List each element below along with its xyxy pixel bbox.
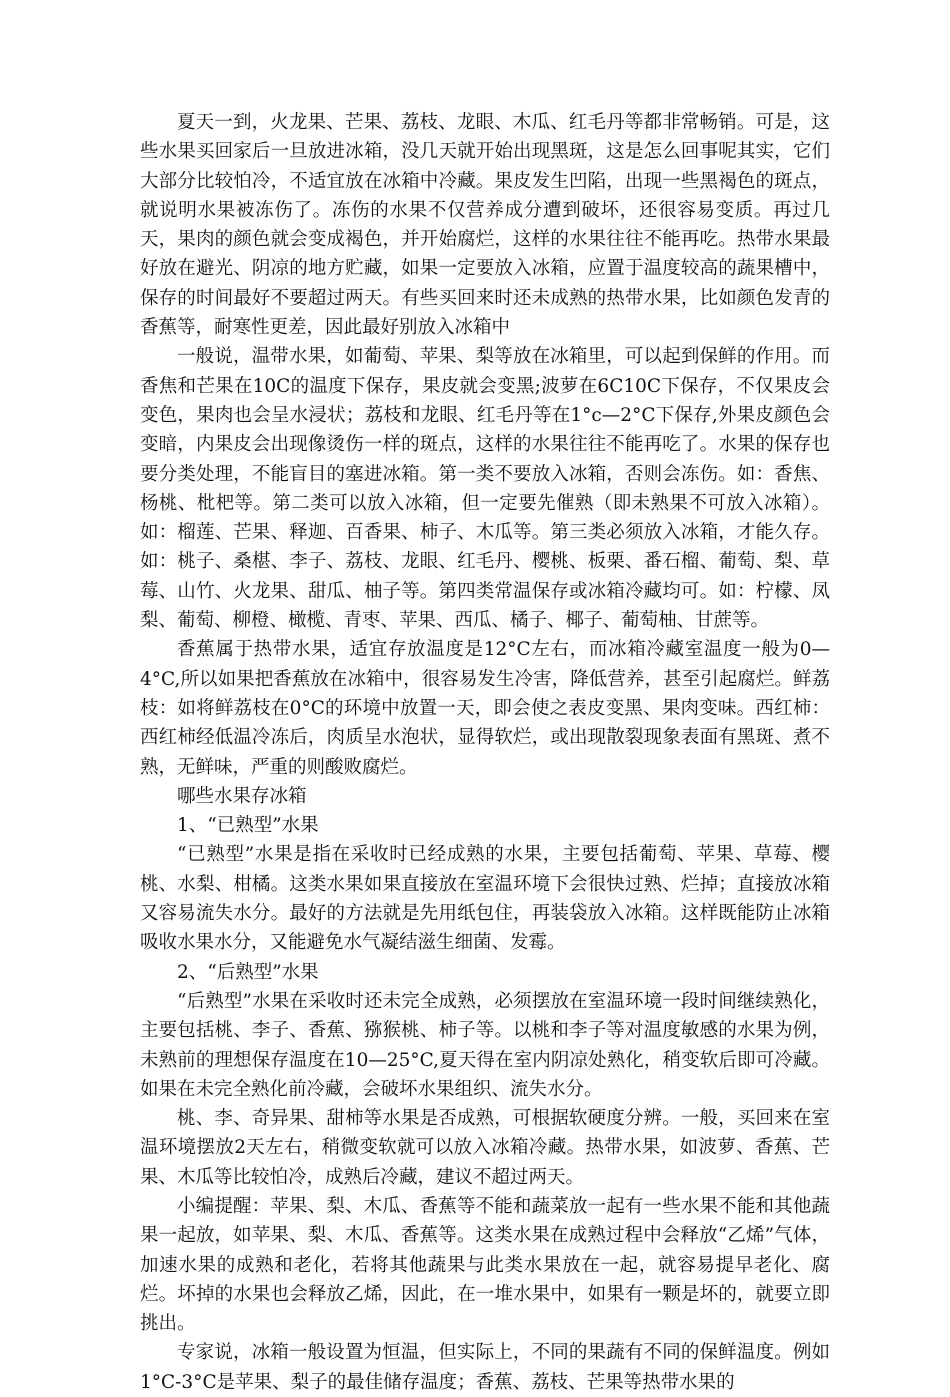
subheading-ripe-type: 1、“已熟型”水果 [177, 815, 319, 837]
paragraph-editor-tip: 小编提醒：苹果、梨、木瓜、香蕉等不能和蔬菜放一起有一些水果不能和其他蔬果一起放，如苹果、梨、木瓜、香蕉等。这类水果在成熟过程中会释放“乙烯”气体，加速水果的成熟和老化，若将其他蔬果与此类水果放在一起，就容易提早老化、腐烂。坏掉的水果也会释放乙烯，因此，在一堆水果中，如果有一颗是坏的，就要立即挑出。 [140, 1195, 830, 1335]
paragraph-temperate-fruits-classification: 一般说，温带水果，如葡萄、苹果、梨等放在冰箱里，可以起到保鲜的作用。而香焦和芒果在10C的温度下保存，果皮就会变黑;波萝在6C10C下保存，不仅果皮会变色，果肉也会呈水浸状；荔枝和龙眼、红毛丹等在1°c—2°C下保存,外果皮颜色会变暗，内果皮会出现像烫伤一样的斑点，这样的水果往往不能再吃了。水果的保存也要分类处理，不能盲目的塞进冰箱。第一类不要放入冰箱，否则会冻伤。如：香焦、杨桃、枇杷等。第二类可以放入冰箱，但一定要先催熟（即未熟果不可放入冰箱）。如：榴莲、芒果、释迦、百香果、柿子、木瓜等。第三类必须放入冰箱，才能久存。如：桃子、桑椹、李子、荔枝、龙眼、红毛丹、樱桃、板栗、番石榴、葡萄、梨、草莓、山竹、火龙果、甜瓜、柚子等。第四类常温保存或冰箱冷藏均可。如：柠檬、凤梨、葡萄、柳橙、橄榄、青枣、苹果、西瓜、橘子、椰子、葡萄柚、甘蔗等。 [140, 346, 830, 632]
paragraph-banana-lychee-tomato: 香蕉属于热带水果，适宜存放温度是12°C左右，而冰箱冷藏室温度一般为0—4°C,所以如果把香蕉放在冰箱中，很容易发生冷害，降低营养，甚至引起腐烂。鲜荔枝：如将鲜荔枝在0°C的环境中放置一天，即会使之表皮变黑、果肉变味。西红柿：西红柿经低温冷冻后，肉质呈水泡状，显得软烂，或出现散裂现象表面有黑斑、煮不熟，无鲜味，严重的则酸败腐烂。 [140, 639, 830, 778]
document-body [140, 108, 830, 1397]
paragraph-post-ripening-type: “后熟型”水果在采收时还未完全成熟，必须摆放在室温环境一段时间继续熟化，主要包括桃、李子、香蕉、猕猴桃、柿子等。以桃和李子等对温度敏感的水果为例，未熟前的理想保存温度在10—25°C,夏天得在室内阴凉处熟化，稍变软后即可冷藏。如果在未完全熟化前冷藏，会破坏水果组织、流失水分。 [140, 990, 830, 1100]
paragraph-summer-fruits-blackspots: 夏天一到，火龙果、芒果、荔枝、龙眼、木瓜、红毛丹等都非常畅销。可是，这些水果买回家后一旦放进冰箱，没几天就开始出现黑斑，这是怎么回事呢其实，它们大部分比较怕冷，不适宜放在冰箱中冷藏。果皮发生凹陷，出现一些黑褐色的斑点，就说明水果被冻伤了。冻伤的水果不仅营养成分遭到破坏，还很容易变质。再过几天，果肉的颜色就会变成褐色，并开始腐烂，这样的水果往往不能再吃。热带水果最好放在避光、阴凉的地方贮藏，如果一定要放入冰箱，应置于温度较高的蔬果槽中，保存的时间最好不要超过两天。有些买回来时还未成熟的热带水果，比如颜色发青的香蕉等，耐寒性更差，因此最好别放入冰箱中 [140, 112, 830, 339]
paragraph-ripe-type: “已熟型”水果是指在采收时已经成熟的水果，主要包括葡萄、苹果、草莓、樱桃、水梨、柑橘。这类水果如果直接放在室温环境下会很快过熟、烂掉；直接放冰箱又容易流失水分。最好的方法就是先用纸包住，再装袋放入冰箱。这样既能防止冰箱吸收水果水分，又能避免水气凝结滋生细菌、发霉。 [140, 844, 830, 954]
paragraph-expert-advice: 专家说，冰箱一般设置为恒温，但实际上，不同的果蔬有不同的保鲜温度。例如1°C-3°C是苹果、梨子的最佳储存温度；香蕉、荔枝、芒果等热带水果的 [140, 1342, 830, 1393]
subheading-post-ripening-type: 2、“后熟型”水果 [177, 961, 319, 983]
section-heading-which-fruits: 哪些水果存冰箱 [177, 785, 307, 807]
paragraph-ripeness-check: 桃、李、奇异果、甜柿等水果是否成熟，可根据软硬度分辨。一般，买回来在室温环境摆放2天左右，稍微变软就可以放入冰箱冷藏。热带水果，如波萝、香蕉、芒果、木瓜等比较怕冷，成熟后冷藏，建议不超过两天。 [140, 1108, 830, 1188]
